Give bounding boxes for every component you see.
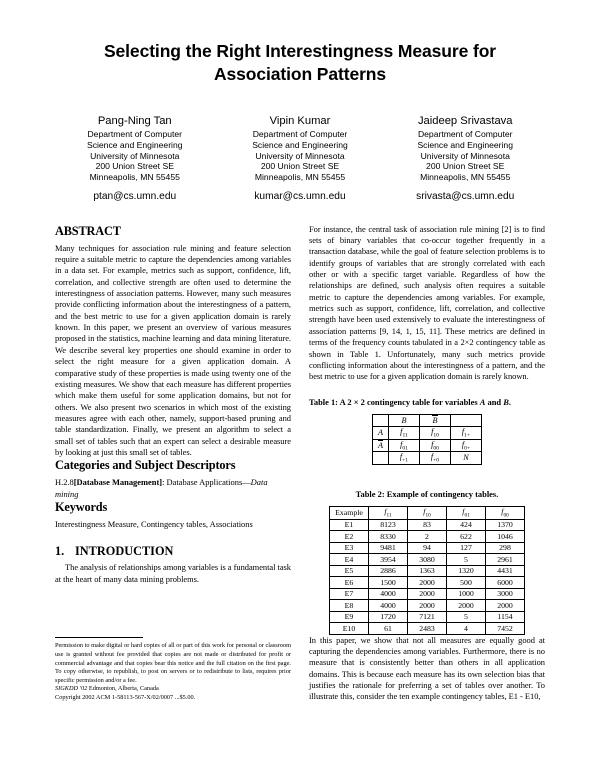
empty-corner-cell — [373, 414, 389, 426]
table-2-caption: Table 2: Example of contingency tables. — [355, 488, 499, 499]
cell-count: 298 — [486, 542, 525, 554]
table-1-caption-pre: Table 1: A 2 × 2 contingency table for variables — [309, 396, 480, 407]
author-city: Minneapolis, MN 55455 — [89, 172, 180, 183]
page-title: Selecting the Right Interestingness Measure for Association Patterns — [103, 41, 497, 85]
cell-f01: $f_{01}$ — [389, 439, 420, 452]
cell-fplus0: $f_{+0}$ — [420, 452, 451, 465]
table-row — [330, 565, 525, 577]
author-department-line2: Science and Engineering — [252, 139, 348, 150]
cell-count: 61 — [369, 623, 408, 635]
cell-count: 6000 — [486, 577, 525, 589]
cell-count: 2483 — [408, 623, 447, 635]
category-bracket: [Database Management] — [73, 477, 163, 488]
table-row — [330, 577, 525, 589]
cell-count: 2000 — [408, 577, 447, 589]
cell-example-id: E7 — [330, 588, 369, 600]
cell-count: 2000 — [408, 600, 447, 612]
cell-f00: $f_{00}$ — [420, 439, 451, 452]
cell-example-id: E8 — [330, 600, 369, 612]
author-name: Pang-Ning Tan — [97, 115, 172, 128]
row-label-a: A — [373, 426, 389, 439]
empty-margin-cell — [451, 414, 482, 426]
cell-count: 9481 — [369, 542, 408, 554]
table-row — [330, 554, 525, 566]
table-row — [373, 439, 482, 452]
section-number: 1. — [55, 544, 65, 559]
table-row — [330, 542, 525, 554]
category-rest: : Database Applications— — [162, 477, 251, 488]
categories-heading: Categories and Subject Descriptors — [55, 458, 236, 473]
copyright-acm-line: Copyright 2002 ACM 1-58113-567-X/02/0007 ...$5.00. — [55, 694, 196, 702]
cell-example-id: E9 — [330, 611, 369, 623]
table-1-caption — [309, 397, 545, 408]
table-row — [330, 600, 525, 612]
cell-count: 1320 — [447, 565, 486, 577]
table-2-block — [309, 489, 545, 635]
cell-example-id: E6 — [330, 577, 369, 589]
cell-count: 7121 — [408, 611, 447, 623]
cell-count: 2886 — [369, 565, 408, 577]
cell-count: 1000 — [447, 588, 486, 600]
cell-count: 4000 — [369, 588, 408, 600]
author-street: 200 Union Street SE — [426, 161, 505, 172]
keywords-heading: Keywords — [55, 499, 108, 514]
conference-location: Edmonton, Alberta, Canada — [87, 685, 159, 693]
author-university: University of Minnesota — [90, 150, 180, 161]
table-row — [373, 426, 482, 439]
author-name: Jaideep Srivastava — [417, 115, 513, 128]
author-university: University of Minnesota — [255, 150, 345, 161]
introduction-text: The analysis of relationships among variables is a fundamental task at the heart of many data mining problems. — [55, 562, 291, 584]
author-email[interactable]: kumar@cs.umn.edu — [254, 190, 346, 202]
table-row — [330, 623, 525, 635]
table-row — [330, 588, 525, 600]
table-1-caption-var-a: A — [479, 396, 486, 407]
author-email[interactable]: srivasta@cs.umn.edu — [416, 190, 515, 202]
category-code: H.2.8 — [55, 477, 74, 488]
table-head — [330, 507, 525, 520]
cell-count: 8330 — [369, 531, 408, 543]
cell-count: 3080 — [408, 554, 447, 566]
table-1-caption-var-b: B — [503, 396, 509, 407]
header-example: Example — [330, 507, 369, 520]
author-city: Minneapolis, MN 55455 — [254, 172, 346, 183]
cell-example-id: E4 — [330, 554, 369, 566]
cell-count: 1154 — [486, 611, 525, 623]
table-body — [330, 519, 525, 634]
cell-f0plus: $f_{0+}$ — [451, 439, 482, 452]
author-entry — [387, 114, 543, 203]
row-label-a-bar — [373, 439, 389, 452]
cell-count: 3954 — [369, 554, 408, 566]
cell-count: 83 — [408, 519, 447, 531]
cell-count: 2000 — [486, 600, 525, 612]
cell-example-id: E2 — [330, 531, 369, 543]
cell-count: 1500 — [369, 577, 408, 589]
right-paragraph-one: For instance, the central task of association rule mining [2] is to find sets of binary variables that co-occur together frequently in a transaction database, while the goal of feature selection problems is to identify groups of variables that are strongly correlated with each other or with a specific target variable. Regardless of how the relationships are defined, such analysis often requires a suitable metric to capture the dependencies among variables. For example, metrics such as support, confidence, lift, correlation, and collective strength have been used extensively to evaluate the interestingness of association patterns [9, 14, 1, 15, 11]. These metrics are defined in terms of the frequency counts tabulated in a 2×2 contingency table as shown in Table 1. Unfortunately, many such metrics provide conflicting information about the interestingness of a pattern, and the best metric to use for a given application domain is rarely known. — [309, 223, 545, 382]
cell-count: 622 — [447, 531, 486, 543]
author-department: Department of Computer — [87, 129, 183, 140]
author-entry — [57, 114, 213, 203]
right-paragraph-two: In this paper, we show that not all measures are equally good at capturing the dependencies among variables. Furthermore, there is no measure that is consistently better than others in all application domains. This is because each measure has its own selection bias that justifies the rationale for preferring a set of tables over another. To illustrate this, consider the ten example contingency tables, E1 - E10, — [309, 634, 545, 702]
cell-count: 2961 — [486, 554, 525, 566]
table-row — [330, 611, 525, 623]
author-name: Vipin Kumar — [269, 115, 331, 128]
cell-count: 127 — [447, 542, 486, 554]
cell-count: 2000 — [408, 588, 447, 600]
examples-table — [329, 506, 525, 635]
cell-count: 1363 — [408, 565, 447, 577]
abstract-heading: ABSTRACT — [55, 223, 121, 238]
header-f10: $f_{10}$ — [408, 507, 447, 520]
cell-count: 2000 — [447, 600, 486, 612]
cell-count: 2 — [408, 531, 447, 543]
cell-count: 4431 — [486, 565, 525, 577]
cell-f1plus: $f_{1+}$ — [451, 426, 482, 439]
cell-count: 5 — [447, 554, 486, 566]
author-street: 200 Union Street SE — [260, 161, 340, 172]
cell-count: 1046 — [486, 531, 525, 543]
keywords-text: Interestingness Measure, Contingency tables, Associations — [55, 518, 253, 529]
cell-n: N — [451, 452, 482, 465]
author-university: University of Minnesota — [420, 150, 510, 161]
table-row — [330, 531, 525, 543]
author-department-line2: Science and Engineering — [417, 139, 513, 150]
section-title: INTRODUCTION — [75, 544, 174, 559]
header-f01: $f_{01}$ — [447, 507, 486, 520]
author-block — [55, 114, 545, 203]
cell-count: 5 — [447, 611, 486, 623]
column-header-b: B — [389, 414, 420, 426]
cell-f11: $f_{11}$ — [389, 426, 420, 439]
empty-footer-cell — [373, 452, 389, 465]
cell-count: 3000 — [486, 588, 525, 600]
author-department: Department of Computer — [417, 129, 513, 140]
abstract-text: Many techniques for association rule mining and feature selection require a suitable metric to capture the dependencies among variables in a data set. For example, metrics such as support, confidence, lift, correlation, and collective strength are often used to determine the interestingness of association patterns. However, many such measures provide conflicting information about the interestingness of a pattern, and the best metric to use for a given application domain is rarely known. In this paper, we present an overview of various measures proposed in the statistics, machine learning and data mining literature. We describe several key properties one should examine in order to select the right measure for a given application domain. A comparative study of these properties is made using twenty one of the existing measures. We show that each measure has different properties which make them useful for some application domains, but not for others. We also present two scenarios in which most of the existing measures agree with each other, namely, support-based pruning and table standardization. Finally, we present an algorithm to select a small set of tables such that an expert can select a desirable measure by looking at just this small set of tables. — [55, 242, 291, 458]
introduction-heading — [55, 544, 291, 559]
author-department: Department of Computer — [252, 129, 348, 140]
cell-count: 1720 — [369, 611, 408, 623]
copyright-block — [55, 637, 291, 702]
cell-count: 4000 — [369, 600, 408, 612]
a-bar-overline: A — [377, 440, 383, 450]
header-f11: $f_{11}$ — [369, 507, 408, 520]
cell-example-id: E3 — [330, 542, 369, 554]
cell-count: 8123 — [369, 519, 408, 531]
cell-example-id: E1 — [330, 519, 369, 531]
conference-name: SIGKDD '02 — [55, 685, 88, 693]
cell-example-id: E10 — [330, 623, 369, 635]
author-city: Minneapolis, MN 55455 — [420, 172, 511, 183]
b-bar-overline: B — [432, 415, 438, 425]
table-row — [330, 519, 525, 531]
copyright-divider — [55, 637, 143, 638]
cell-count: 7452 — [486, 623, 525, 635]
author-entry — [222, 114, 378, 203]
table-1-block — [309, 397, 545, 465]
column-header-b-bar — [420, 414, 451, 426]
cell-f10: $f_{10}$ — [420, 426, 451, 439]
cell-count: 4 — [447, 623, 486, 635]
body-columns — [55, 224, 545, 703]
right-column — [309, 224, 545, 703]
cell-count: 424 — [447, 519, 486, 531]
copyright-permission: Permission to make digital or hard copies of all or part of this work for personal or classroom use is granted without fee provided that copies are not made or distributed for profit or commercial advantage and that copies bear this notice and the full citation on the first page. To copy otherwise, to republish, to post on servers or to redistribute to lists, requires prior specific permission and/or a fee. — [55, 642, 291, 684]
author-street: 200 Union Street SE — [95, 161, 174, 172]
table-1-caption-mid: and — [485, 396, 504, 407]
cell-example-id: E5 — [330, 565, 369, 577]
left-column — [55, 224, 291, 703]
author-email[interactable]: ptan@cs.umn.edu — [93, 190, 177, 202]
categories-text — [55, 477, 291, 499]
copyright-conference — [55, 685, 291, 694]
category-italic: Data mining — [55, 477, 268, 499]
table-row — [373, 452, 482, 465]
author-department-line2: Science and Engineering — [86, 139, 183, 150]
contingency-table — [372, 414, 482, 465]
table-header-row — [330, 507, 525, 520]
header-f00: $f_{00}$ — [486, 507, 525, 520]
cell-count: 94 — [408, 542, 447, 554]
table-1-caption-end: . — [508, 396, 511, 407]
cell-fplus1: $f_{+1}$ — [389, 452, 420, 465]
table-row — [373, 414, 482, 426]
cell-count: 500 — [447, 577, 486, 589]
cell-count: 1370 — [486, 519, 525, 531]
